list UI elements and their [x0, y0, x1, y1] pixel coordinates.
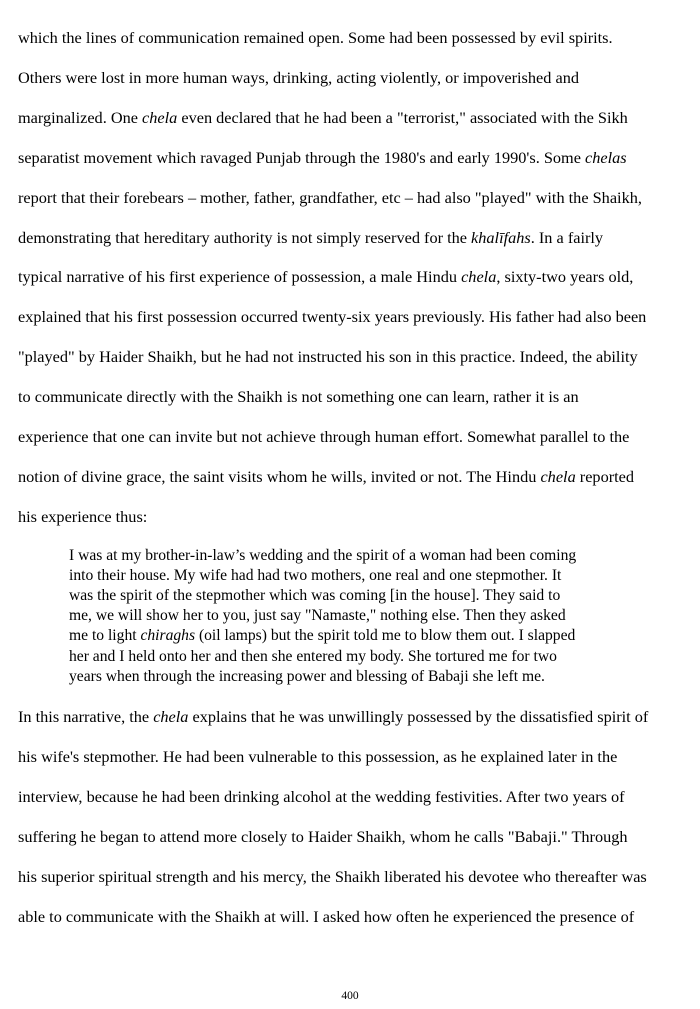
quote-line: was the spirit of the stepmother which was coming [in the house]. They said to — [69, 587, 561, 605]
text-line: separatist movement which ravaged Punjab through the 1980's and early 1990's. Some chelas — [18, 147, 627, 167]
italic-term: chela — [153, 707, 189, 726]
text-line: his experience thus: — [18, 506, 148, 526]
quote-line: into their house. My wife had had two mothers, one real and one stepmother. It — [69, 567, 562, 585]
text-line: which the lines of communication remained open. Some had been possessed by evil spirits. — [18, 28, 613, 47]
text-line: typical narrative of his first experience of possession, a male Hindu chela, sixty-two years old, — [18, 267, 634, 287]
text-line: interview, because he had been drinking alcohol at the wedding festivities. After two years of — [18, 786, 625, 806]
text-line: Others were lost in more human ways, drinking, acting violently, or impoverished and — [18, 67, 579, 87]
italic-term: chelas — [585, 147, 627, 167]
text-line: his wife's stepmother. He had been vulnerable to this possession, as he explained later in the — [18, 746, 618, 766]
text-line: marginalized. One chela even declared that he had been a "terrorist," associated with the Sikh — [18, 107, 628, 127]
page-number: 400 — [341, 990, 359, 1002]
text-line: able to communicate with the Shaikh at will. I asked how often he experienced the presence of — [18, 906, 635, 926]
quote-line: me to light chiraghs (oil lamps) but the spirit told me to blow them out. I slapped — [69, 627, 576, 645]
text-line: explained that his first possession occurred twenty-six years previously. His father had also been — [18, 307, 647, 327]
italic-term: chiraghs — [140, 627, 196, 645]
italic-term: khalīfahs — [471, 227, 531, 247]
text-line: experience that one can invite but not achieve through human effort. Somewhat parallel to the — [18, 427, 630, 446]
quote-line: her and I held onto her and then she entered my body. She tortured me for two — [69, 647, 557, 665]
italic-term: chela — [461, 267, 497, 287]
text-line: notion of divine grace, the saint visits whom he wills, invited or not. The Hindu chela reported — [18, 466, 635, 486]
text-line: to communicate directly with the Shaikh is not something one can learn, rather it is an — [18, 387, 579, 407]
text-line: suffering he began to attend more closely to Haider Shaikh, whom he calls "Babaji." Through — [18, 826, 628, 846]
text-line: "played" by Haider Shaikh, but he had not instructed his son in this practice. Indeed, the ability — [18, 347, 638, 367]
text-line: report that their forebears – mother, father, grandfather, etc – had also "played" with the Shaikh, — [18, 187, 642, 207]
quote-line: me, we will show her to you, just say "Namaste," nothing else. Then they asked — [69, 607, 566, 625]
text-line: In this narrative, the chela explains that he was unwillingly possessed by the dissatisfied spirit of — [18, 707, 649, 726]
text-line: demonstrating that hereditary authority is not simply reserved for the khalīfahs. In a fairly — [18, 227, 604, 247]
italic-term: chela — [142, 107, 178, 127]
text-line: his superior spiritual strength and his mercy, the Shaikh liberated his devotee who thereafter was — [18, 866, 647, 886]
italic-term: chela — [540, 466, 576, 486]
quote-line: I was at my brother-in-law’s wedding and the spirit of a woman had been coming — [69, 547, 577, 564]
quote-line: years when through the increasing power and blessing of Babaji she left me. — [69, 667, 545, 685]
